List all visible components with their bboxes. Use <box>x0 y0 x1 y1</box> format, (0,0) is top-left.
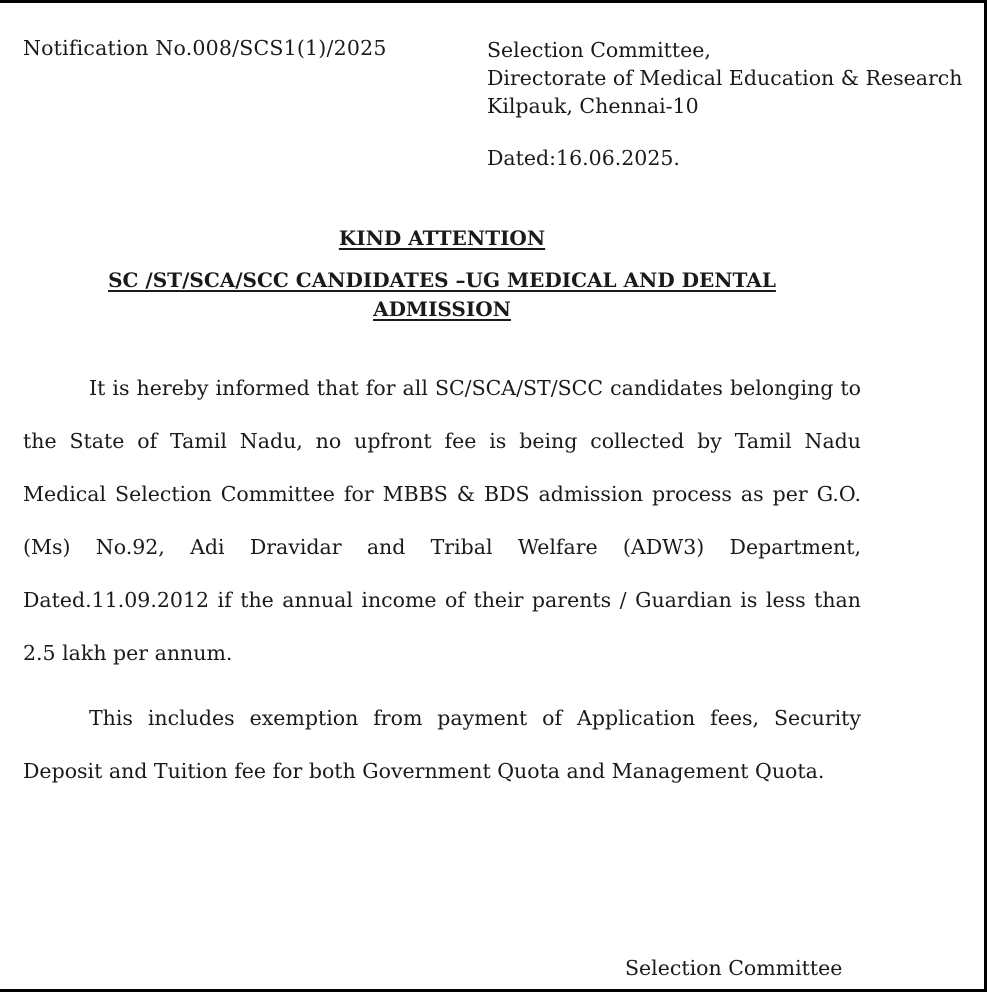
body-paragraph-2 <box>23 692 861 798</box>
top-border <box>0 0 987 3</box>
signature-block: Selection Committee <box>625 956 843 980</box>
address-line-2: Directorate of Medical Education & Research <box>487 66 963 90</box>
issuer-address <box>487 36 962 120</box>
address-line-1: Selection Committee, <box>487 38 711 62</box>
paragraph-1-text: It is hereby informed that for all SC/SCA/ST/SCC candidates belonging to the State of Tamil Nadu, no upfront fee is being collected by Tamil Nadu Medical Selection Committee for MBBS & BDS admission process as per G.O.(Ms) No.92, Adi Dravidar and Tribal Welfare (ADW3) Department, Dated.11.09.2012 if the annual income of their parents / Guardian is less than 2.5 lakh per annum. <box>23 376 861 665</box>
notification-date: Dated:16.06.2025. <box>487 146 680 170</box>
notification-number: Notification No.008/SCS1(1)/2025 <box>23 36 387 60</box>
kind-attention-heading: KIND ATTENTION <box>338 226 546 250</box>
address-line-3: Kilpauk, Chennai-10 <box>487 94 699 118</box>
subject-heading-line-2: ADMISSION <box>373 297 511 321</box>
paragraph-2-text: This includes exemption from payment of Application fees, Security Deposit and Tuition fee for both Government Quota and Management Quota. <box>23 706 861 783</box>
subject-heading-line-1: SC /ST/SCA/SCC CANDIDATES –UG MEDICAL AND DENTAL <box>108 268 776 292</box>
body-paragraph-1 <box>23 362 861 680</box>
